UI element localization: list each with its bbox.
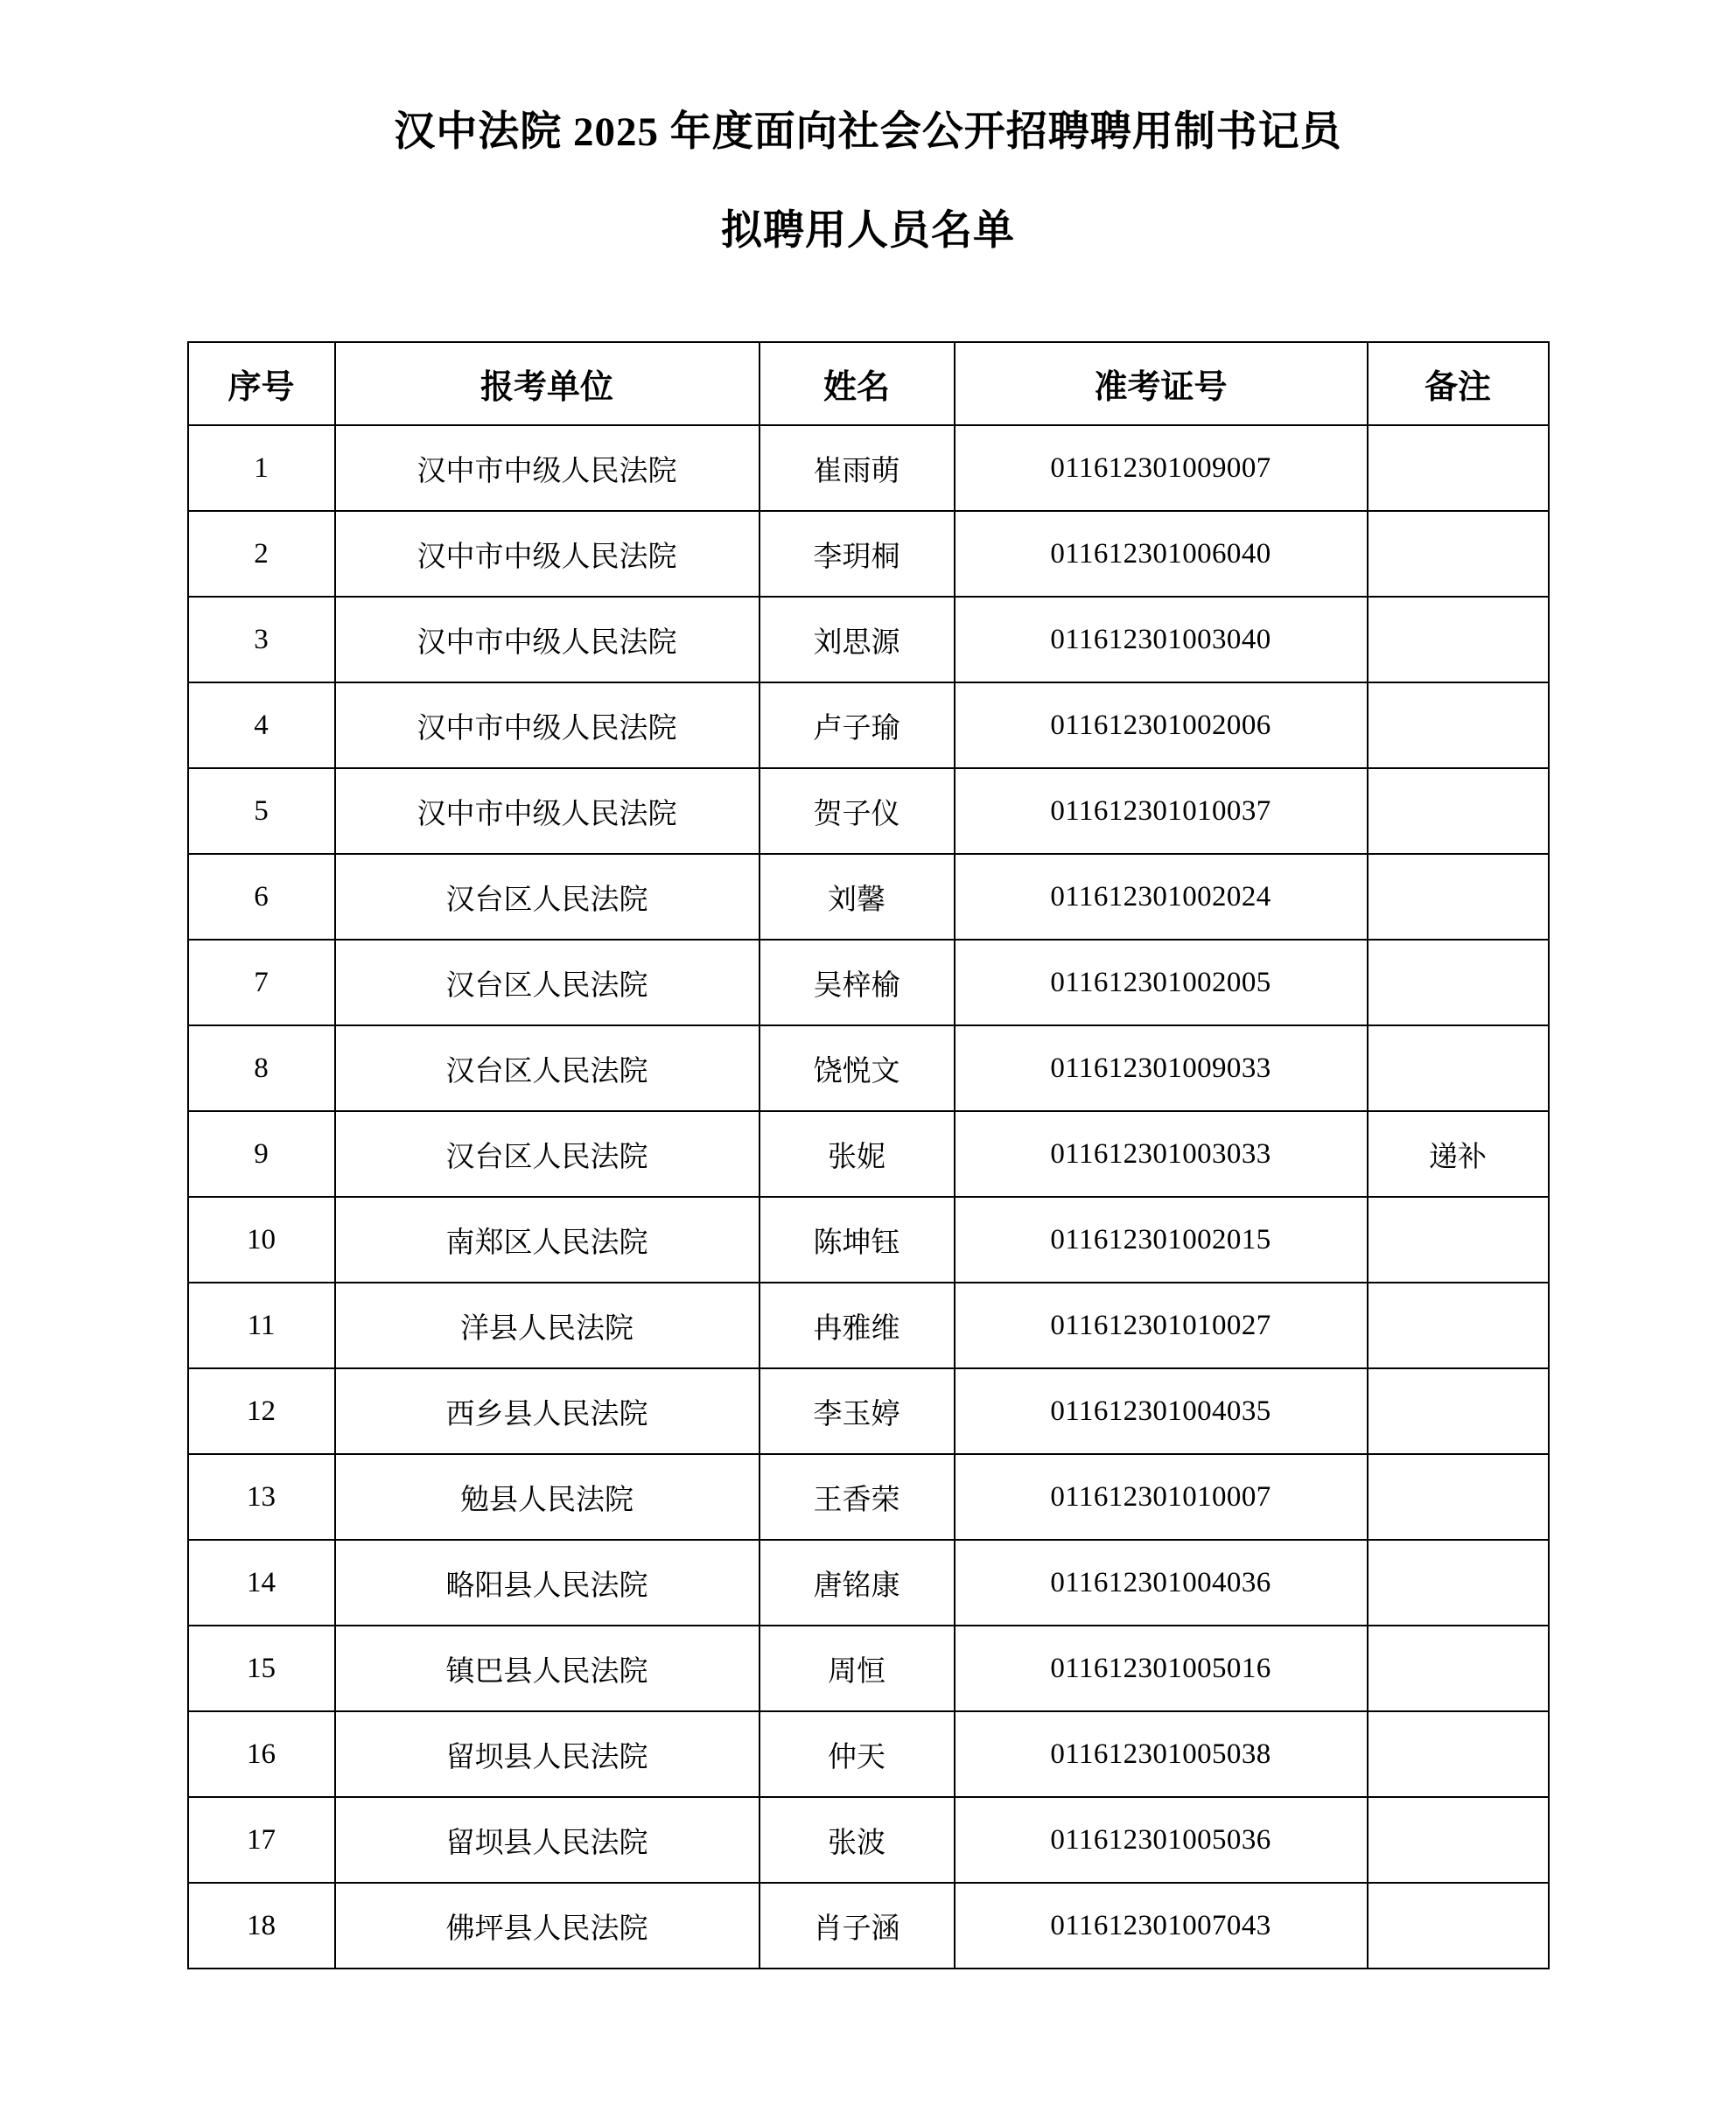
cell-no: 12: [188, 1368, 335, 1454]
table-row: [188, 1025, 1549, 1111]
cell-remark: [1368, 940, 1549, 1025]
cell-no: 18: [188, 1883, 335, 1969]
table-header: [188, 342, 1549, 425]
cell-id: 011612301009007: [955, 425, 1368, 511]
cell-name: 冉雅维: [760, 1283, 955, 1368]
cell-no: 9: [188, 1111, 335, 1197]
cell-name: 陈坤钰: [760, 1197, 955, 1283]
table-row: [188, 940, 1549, 1025]
cell-unit: 汉台区人民法院: [335, 940, 760, 1025]
cell-remark: [1368, 1197, 1549, 1283]
cell-unit: 汉台区人民法院: [335, 1025, 760, 1111]
cell-unit: 汉中市中级人民法院: [335, 511, 760, 597]
table-row: [188, 1883, 1549, 1969]
cell-no: 16: [188, 1711, 335, 1797]
cell-name: 张波: [760, 1797, 955, 1883]
cell-id: 011612301009033: [955, 1025, 1368, 1111]
cell-id: 011612301007043: [955, 1883, 1368, 1969]
cell-no: 7: [188, 940, 335, 1025]
cell-name: 刘思源: [760, 597, 955, 682]
cell-remark: [1368, 425, 1549, 511]
cell-no: 4: [188, 682, 335, 768]
page-title-line-2: 拟聘用人员名单: [721, 208, 1015, 254]
column-header-id: 准考证号: [955, 342, 1368, 425]
cell-unit: 南郑区人民法院: [335, 1197, 760, 1283]
cell-name: 李玉婷: [760, 1368, 955, 1454]
cell-id: 011612301005016: [955, 1626, 1368, 1711]
cell-no: 1: [188, 425, 335, 511]
cell-no: 11: [188, 1283, 335, 1368]
cell-id: 011612301005038: [955, 1711, 1368, 1797]
column-header-no: 序号: [188, 342, 335, 425]
cell-remark: [1368, 1883, 1549, 1969]
cell-id: 011612301002005: [955, 940, 1368, 1025]
cell-remark: [1368, 511, 1549, 597]
table-row: [188, 511, 1549, 597]
cell-unit: 汉中市中级人民法院: [335, 768, 760, 854]
cell-name: 周恒: [760, 1626, 955, 1711]
cell-name: 肖子涵: [760, 1883, 955, 1969]
cell-remark: [1368, 1797, 1549, 1883]
cell-remark: [1368, 1025, 1549, 1111]
table-row: [188, 425, 1549, 511]
cell-name: 张妮: [760, 1111, 955, 1197]
roster-table: [187, 341, 1550, 1969]
cell-unit: 略阳县人民法院: [335, 1540, 760, 1626]
cell-id: 011612301003040: [955, 597, 1368, 682]
cell-id: 011612301002015: [955, 1197, 1368, 1283]
cell-id: 011612301003033: [955, 1111, 1368, 1197]
cell-id: 011612301010037: [955, 768, 1368, 854]
table-row: [188, 1283, 1549, 1368]
cell-id: 011612301005036: [955, 1797, 1368, 1883]
cell-remark: 递补: [1368, 1111, 1549, 1197]
cell-id: 011612301006040: [955, 511, 1368, 597]
cell-unit: 镇巴县人民法院: [335, 1626, 760, 1711]
table-row: [188, 597, 1549, 682]
cell-remark: [1368, 1626, 1549, 1711]
cell-no: 8: [188, 1025, 335, 1111]
cell-unit: 勉县人民法院: [335, 1454, 760, 1540]
cell-remark: [1368, 1540, 1549, 1626]
cell-id: 011612301002006: [955, 682, 1368, 768]
cell-unit: 汉台区人民法院: [335, 1111, 760, 1197]
cell-id: 011612301002024: [955, 854, 1368, 940]
cell-id: 011612301010007: [955, 1454, 1368, 1540]
cell-id: 011612301004036: [955, 1540, 1368, 1626]
table-row: [188, 682, 1549, 768]
column-header-unit: 报考单位: [335, 342, 760, 425]
column-header-name: 姓名: [760, 342, 955, 425]
cell-name: 仲天: [760, 1711, 955, 1797]
cell-no: 3: [188, 597, 335, 682]
cell-remark: [1368, 1454, 1549, 1540]
cell-remark: [1368, 682, 1549, 768]
cell-name: 崔雨萌: [760, 425, 955, 511]
cell-name: 贺子仪: [760, 768, 955, 854]
table-row: [188, 1197, 1549, 1283]
cell-name: 唐铭康: [760, 1540, 955, 1626]
column-header-remark: 备注: [1368, 342, 1549, 425]
table-row: [188, 1711, 1549, 1797]
table-header-row: [188, 342, 1549, 425]
cell-no: 6: [188, 854, 335, 940]
table-row: [188, 854, 1549, 940]
cell-id: 011612301004035: [955, 1368, 1368, 1454]
cell-unit: 汉台区人民法院: [335, 854, 760, 940]
table-row: [188, 1540, 1549, 1626]
cell-name: 吴梓榆: [760, 940, 955, 1025]
cell-unit: 留坝县人民法院: [335, 1711, 760, 1797]
table-row: [188, 1454, 1549, 1540]
cell-name: 刘馨: [760, 854, 955, 940]
table-row: [188, 1797, 1549, 1883]
roster-table-container: [0, 341, 1736, 1969]
cell-remark: [1368, 1283, 1549, 1368]
cell-no: 14: [188, 1540, 335, 1626]
cell-unit: 佛坪县人民法院: [335, 1883, 760, 1969]
cell-remark: [1368, 854, 1549, 940]
table-row: [188, 1626, 1549, 1711]
cell-remark: [1368, 1711, 1549, 1797]
cell-no: 10: [188, 1197, 335, 1283]
cell-no: 13: [188, 1454, 335, 1540]
cell-unit: 汉中市中级人民法院: [335, 682, 760, 768]
cell-remark: [1368, 1368, 1549, 1454]
cell-unit: 汉中市中级人民法院: [335, 597, 760, 682]
cell-remark: [1368, 597, 1549, 682]
cell-no: 15: [188, 1626, 335, 1711]
cell-remark: [1368, 768, 1549, 854]
cell-name: 卢子瑜: [760, 682, 955, 768]
table-row: [188, 1111, 1549, 1197]
cell-name: 王香荣: [760, 1454, 955, 1540]
cell-unit: 汉中市中级人民法院: [335, 425, 760, 511]
table-row: [188, 768, 1549, 854]
cell-no: 5: [188, 768, 335, 854]
cell-no: 2: [188, 511, 335, 597]
cell-name: 李玥桐: [760, 511, 955, 597]
cell-name: 饶悦文: [760, 1025, 955, 1111]
page-title-line-1: 汉中法院 2025 年度面向社会公开招聘聘用制书记员: [394, 109, 1342, 155]
table-body: [188, 425, 1549, 1969]
cell-no: 17: [188, 1797, 335, 1883]
cell-id: 011612301010027: [955, 1283, 1368, 1368]
cell-unit: 留坝县人民法院: [335, 1797, 760, 1883]
cell-unit: 洋县人民法院: [335, 1283, 760, 1368]
table-row: [188, 1368, 1549, 1454]
cell-unit: 西乡县人民法院: [335, 1368, 760, 1454]
